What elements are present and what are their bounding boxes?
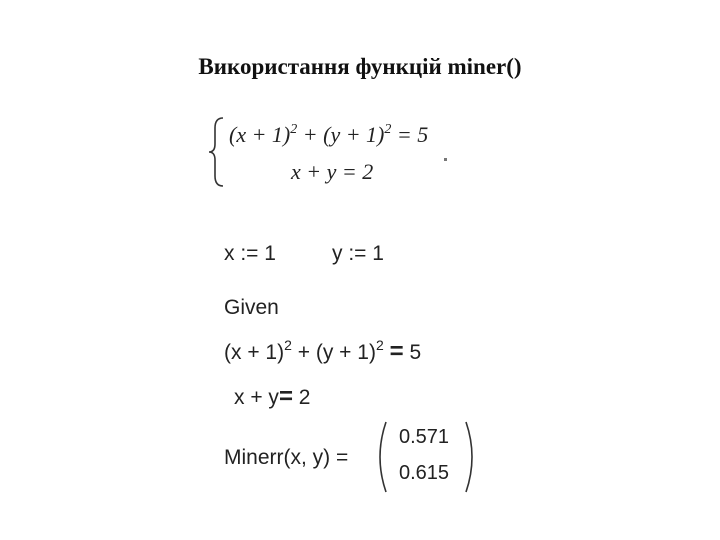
system-dot	[444, 158, 447, 161]
given-eq1-bold-equals: =	[389, 338, 404, 365]
result-vector	[372, 420, 480, 494]
system-eq1-exp1: 2	[290, 122, 298, 137]
given-label: Given	[224, 296, 279, 319]
left-brace-icon	[207, 116, 227, 188]
given-eq1-rhs: 5	[409, 341, 422, 364]
given-eq1-exp2: 2	[375, 337, 384, 353]
slide-title: Використання функцій miner()	[198, 54, 522, 79]
given-eq2-bold-equals: =	[278, 383, 293, 410]
given-equation-1	[224, 338, 421, 366]
init-x: x := 1	[224, 242, 276, 265]
given-eq1-plus: +	[291, 341, 316, 364]
given-equation-2	[234, 383, 310, 411]
system-equation-1	[229, 122, 428, 148]
system-eq1-rhs: = 5	[391, 122, 429, 147]
minerr-call: Minerr(x, y) =	[224, 446, 349, 469]
given-eq1-term2: (y + 1)	[315, 341, 376, 364]
init-y: y := 1	[332, 242, 384, 265]
given-eq2-lhs: x + y	[234, 386, 279, 409]
system-eq1-term2: (y + 1)	[323, 122, 385, 147]
system-eq1-exp2: 2	[384, 122, 392, 137]
given-eq2-rhs: 2	[298, 386, 311, 409]
given-eq1-exp1: 2	[284, 337, 292, 353]
system-eq1-term1: (x + 1)	[229, 122, 291, 147]
given-eq1-term1: (x + 1)	[224, 341, 285, 364]
result-value-y: 0.615	[399, 462, 450, 484]
result-value-x: 0.571	[399, 426, 450, 448]
system-eq1-plus: +	[297, 122, 324, 147]
system-equation-2: x + y = 2	[291, 159, 374, 184]
